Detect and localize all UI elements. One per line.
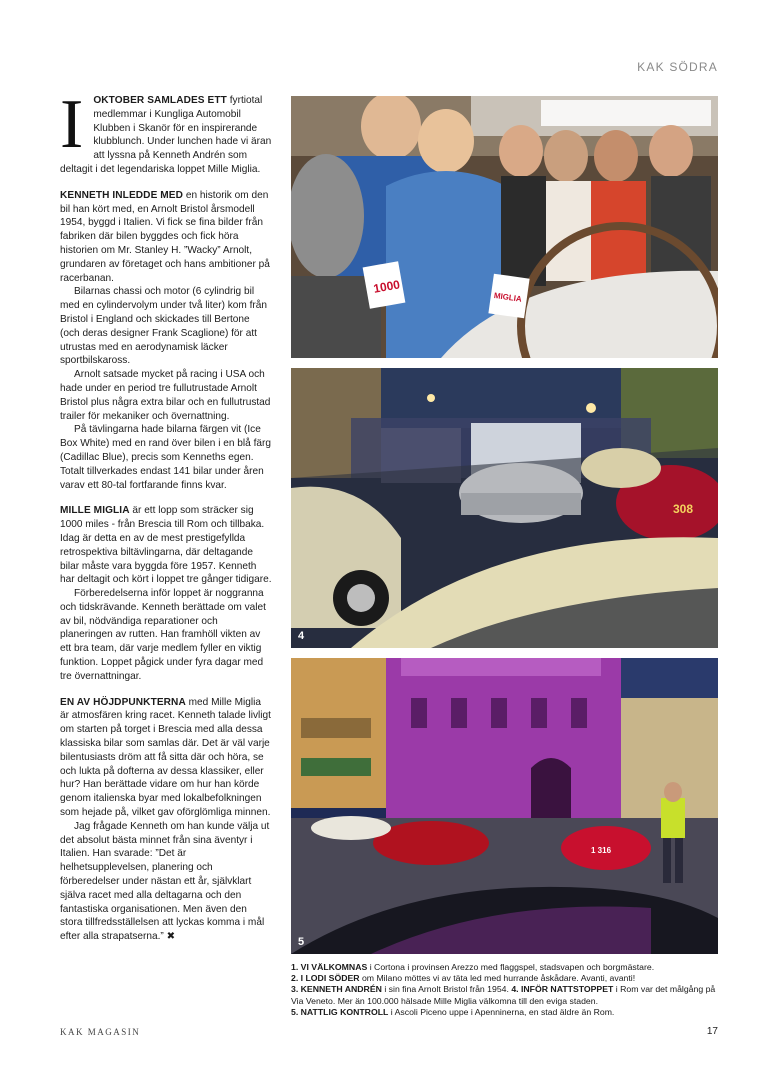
photo-number-5: 5: [298, 936, 305, 948]
caption-5: 5. NATTLIG KONTROLL i Ascoli Piceno uppe i Apenninerna, en stad äldre än Rom.: [291, 1006, 615, 1017]
ascoli-night-illustration: [291, 658, 718, 954]
rome-night-illustration: [291, 368, 718, 648]
caption-4: 4. INFÖR NATTSTOPPET i Rom var det målgång på Via Veneto. Mer än 100.000 hälsade Mille Miglia välkomna till den eviga staden.: [291, 984, 716, 1006]
paragraph-mille-miglia: [60, 504, 272, 587]
car-number-308: 308: [673, 502, 694, 516]
history-text: en historik om den bil han kört med, en Arnolt Bristol årsmodell 1954, byggd i Italien. Vi fick se fina bilder från fabriken där bilen byggdes och fick höra historien om Mr. Stanley H. ”Wacky” Arnolt, grundaren av företaget och hans ambitioner på racerbanan.: [60, 189, 270, 284]
intro-paragraph: [60, 86, 272, 177]
article-body: [60, 86, 272, 944]
caption-1: 1. VI VÄLKOMNAS i Cortona i provinsen Arezzo med flaggspel, stadsvapen och borgmästare.: [291, 962, 655, 972]
paragraph-preparations: Förberedelserna inför loppet är noggranna och tidskrävande. Kenneth berättade om valet av bil, nödvändiga reparationer och planeringen av rutten. Han framhöll vikten av ett bra team, där varje medlem fyller en viktig funktion. Loppet pågick under fyra dagar med tre övernattningar.: [60, 588, 266, 682]
page-number: 17: [706, 1026, 718, 1037]
paragraph-racing: Arnolt satsade mycket på racing i USA och hade under en period tre fullutrustade Arnolt Bristol plus några extra bilar och en fullutrustad trailer för mekaniker och övernattning.: [60, 369, 271, 422]
flag-sign-text: 1000: [372, 277, 402, 296]
photo-ascoli-night: [291, 658, 718, 954]
section-label: KAK SÖDRA: [637, 60, 718, 74]
paragraph-history: [60, 189, 272, 286]
paragraph-memory: [60, 820, 272, 944]
photo-number-4: 4: [298, 630, 305, 642]
paragraph-chassis: Bilarnas chassi och motor (6 cylindrig bil med en cylindervolym under två liter) kom från Bristol i England och skickades till Bertone (och deras designer Frank Scaglione) för att utrustas med en aerodynamisk läcker sportbilskaross.: [60, 286, 268, 367]
mille-miglia-text: är ett lopp som sträcker sig 1000 miles - från Brescia till Rom och tillbaka. Idag är detta en av de mest prestigefyllda retrospektiva biltävlingarna, där deltagande bilar måste vara byggda före 1957. Kenneth har deltagit och kört i loppet tre gånger tidigare.: [60, 505, 272, 586]
intro-text: fyrtiotal medlemmar i Kungliga Automobil Klubben i Skanör för en inspirerande klubblunch. Under lunchen hade vi äran att lyssna på Kenneth Andrén som deltagit i det legendariska loppet Mille Miglia.: [60, 95, 272, 175]
photo-rome-night: [291, 368, 718, 648]
photo-captions: [291, 962, 719, 1018]
highlights-text: med Mille Miglia är atmosfären kring racet. Kenneth talade livligt om starten på torget i Brescia med alla dessa klassiska bilar som samlas där. Det är väl varje bilentusiasts dröm att få sitta där och höra, se och lukta på dofterna av dessa klassiker, eller hur? Han berättade vidare om hur han körde genom italienska byar med lokalbefolkningen som hejade på, vilket gav oförglömliga minnen.: [60, 696, 271, 819]
memory-text: Jag frågade Kenneth om han kunde välja ut det absolut bästa minnet från sina äventyr i Italien. Han svarade: ”Det är helhetsupplevelsen, planering och förberedelser under nästan ett år, självklart själva racet med alla deltagarna och den fantastiska organisationen. Men även den stora tillfredsställelsen att lyckas komma i mål efter alla strapatserna.”: [60, 820, 270, 943]
car-number-316: 1 316: [591, 846, 612, 855]
flag-sign-text-2: MIGLIA: [493, 290, 523, 304]
history-lead: KENNETH INLEDDE MED: [60, 189, 184, 201]
paragraph-colors: På tävlingarna hade bilarna färgen vit (Ice Box White) med en rand över bilen i en blå färg (Cadillac Blue), precis som Kenneths egen. Totalt tillverkades endast 141 bilar under åren varav ett 80-tal fortfarande finns kvar.: [60, 424, 271, 491]
paragraph-highlights: [60, 696, 272, 820]
mille-miglia-lead: MILLE MIGLIA: [60, 505, 130, 517]
intro-lead: OKTOBER SAMLADES ETT: [93, 95, 227, 106]
end-mark-icon: ✖: [166, 931, 176, 943]
photo-crowd-welcome: [291, 96, 718, 358]
footer-magazine-name: KAK MAGASIN: [60, 1027, 141, 1037]
highlights-lead: EN AV HÖJDPUNKTERNA: [60, 696, 186, 708]
crowd-illustration: [291, 96, 718, 358]
drop-cap: I: [60, 86, 84, 163]
caption-2: 2. I LODI SÖDER om Milano möttes vi av täta led med hurrande åskådare. Avanti, avanti!: [291, 973, 636, 984]
caption-3: 3. KENNETH ANDRÉN i sin fina Arnolt Bristol från 1954.: [291, 984, 512, 995]
